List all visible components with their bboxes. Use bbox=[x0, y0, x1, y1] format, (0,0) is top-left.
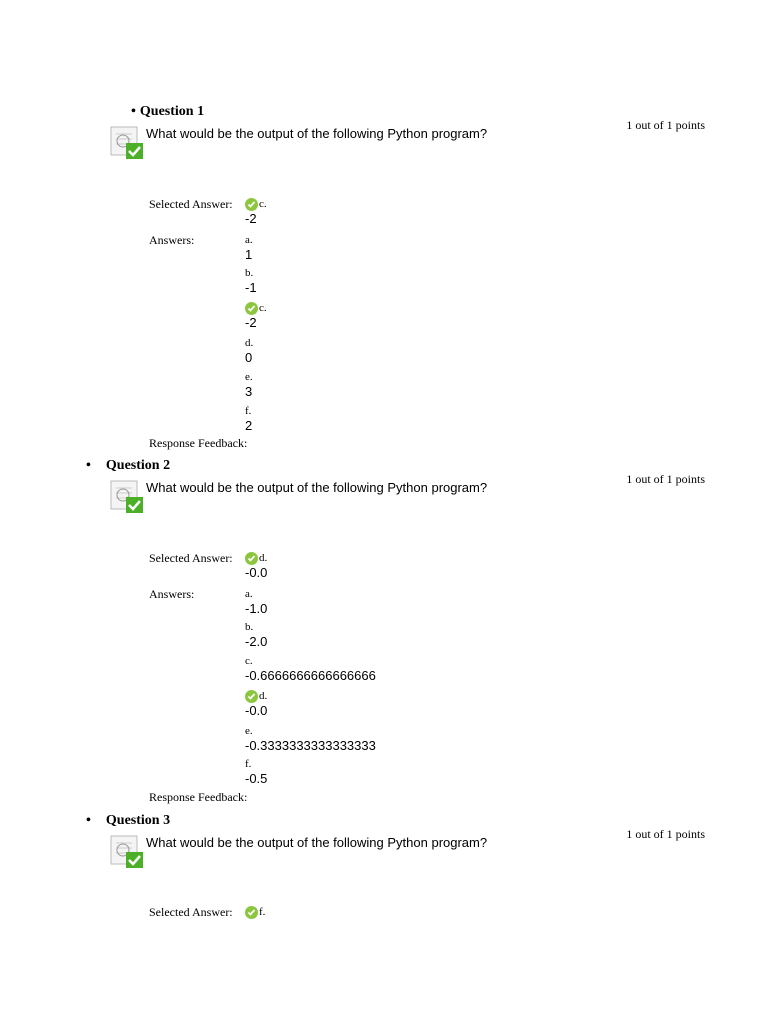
answer-option: a. 1 bbox=[245, 234, 253, 262]
answer-option-correct: c. -2 bbox=[245, 302, 267, 330]
selected-answer-label: Selected Answer: bbox=[149, 905, 233, 919]
answer-option: c. -0.6666666666666666 bbox=[245, 655, 376, 683]
graded-question-icon bbox=[110, 835, 144, 869]
answers-label: Answers: bbox=[149, 587, 195, 601]
question-text: What would be the output of the following Python program? bbox=[146, 126, 488, 141]
correct-check-icon bbox=[245, 690, 258, 703]
response-feedback-label: Response Feedback: bbox=[149, 790, 248, 804]
correct-check-icon bbox=[245, 906, 258, 919]
question-title: • Question 3 bbox=[86, 813, 171, 828]
answer-option: a. -1.0 bbox=[245, 588, 268, 616]
answer-option-correct: d. -0.0 bbox=[245, 690, 268, 718]
answer-option: f. 2 bbox=[245, 405, 253, 433]
correct-check-icon bbox=[245, 302, 258, 315]
answer-option: f. -0.5 bbox=[245, 758, 268, 786]
selected-answer: f. bbox=[245, 905, 265, 919]
answer-option: e. 3 bbox=[245, 371, 253, 399]
points-label: 1 out of 1 points bbox=[626, 118, 705, 132]
points-label: 1 out of 1 points bbox=[626, 472, 705, 486]
answers-label: Answers: bbox=[149, 233, 195, 247]
answer-option: b. -2.0 bbox=[245, 621, 268, 649]
answer-option: d. 0 bbox=[245, 337, 254, 365]
answer-option: e. -0.3333333333333333 bbox=[245, 725, 376, 753]
points-label: 1 out of 1 points bbox=[626, 827, 705, 841]
response-feedback-label: Response Feedback: bbox=[149, 436, 248, 450]
selected-answer: d. -0.0 bbox=[245, 552, 268, 580]
correct-check-icon bbox=[245, 198, 258, 211]
question-text: What would be the output of the following Python program? bbox=[146, 835, 488, 850]
question-text: What would be the output of the following Python program? bbox=[146, 480, 488, 495]
answer-option: b. -1 bbox=[245, 267, 257, 295]
selected-answer-label: Selected Answer: bbox=[149, 197, 233, 211]
graded-question-icon bbox=[110, 480, 144, 514]
correct-check-icon bbox=[245, 552, 258, 565]
selected-answer-label: Selected Answer: bbox=[149, 551, 233, 565]
question-title: • Question 2 bbox=[86, 458, 171, 473]
graded-question-icon bbox=[110, 126, 144, 160]
selected-answer: c. -2 bbox=[245, 198, 267, 226]
question-title: • Question 1 bbox=[131, 104, 205, 119]
